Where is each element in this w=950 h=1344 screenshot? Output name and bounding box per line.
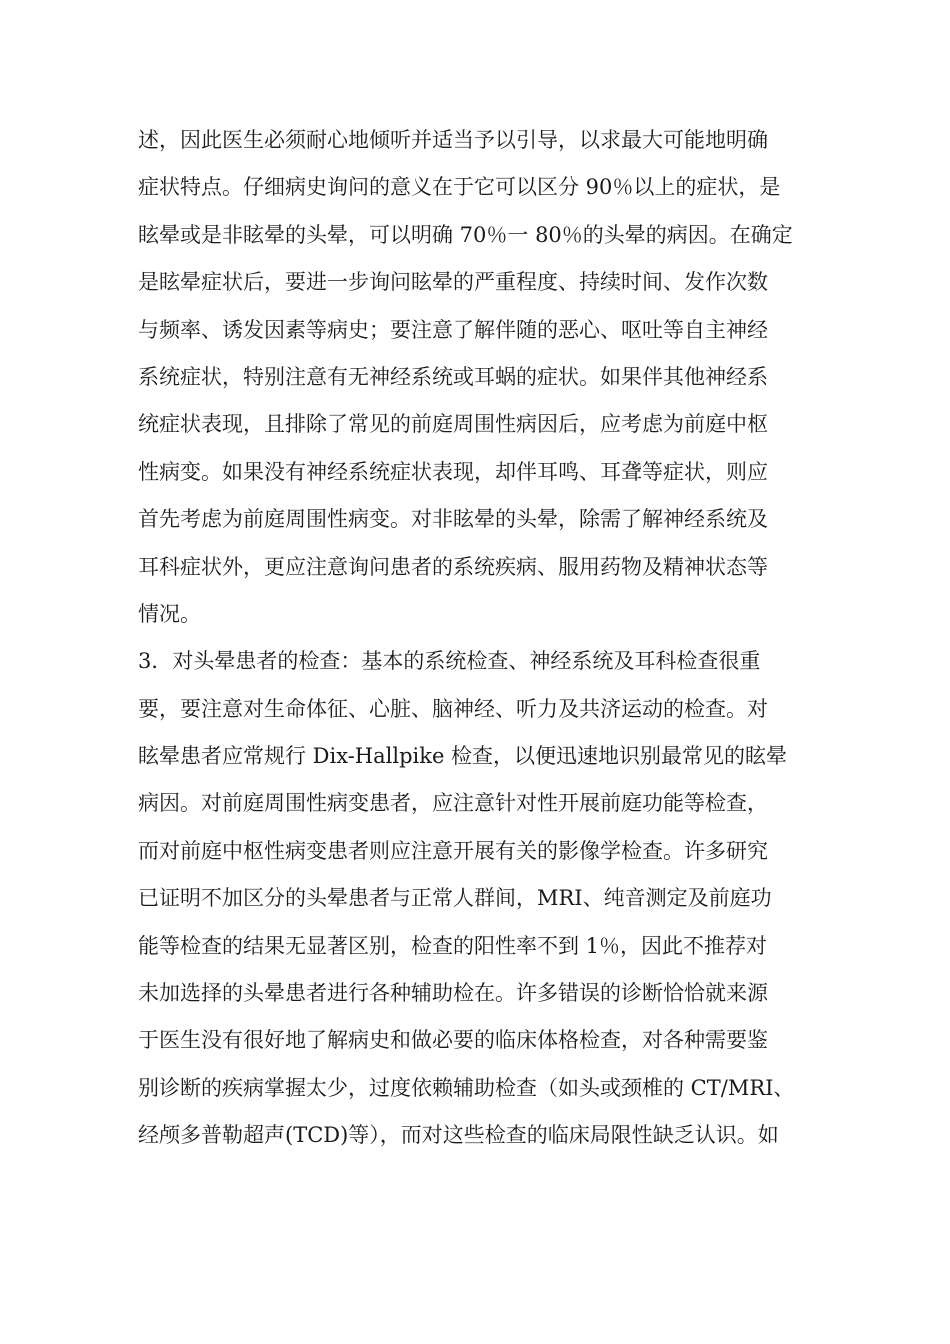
- text-line: 首先考虑为前庭周围性病变。对非眩晕的头晕，除需了解神经系统及: [138, 507, 768, 532]
- text-line: 未加选择的头晕患者进行各种辅助检在。许多错误的诊断恰恰就来源: [138, 981, 768, 1006]
- text-line: 性病变。如果没有神经系统症状表现，却伴耳鸣、耳聋等症状，则应: [138, 459, 768, 484]
- text-line: 系统症状，特别注意有无神经系统或耳蜗的症状。如果伴其他神经系: [138, 364, 768, 389]
- text-line: 述，因此医生必须耐心地倾听并适当予以引导，以求最大可能地明确: [138, 128, 768, 152]
- text-line: 别诊断的疾病掌握太少，过度依赖辅助检查（如头或颈椎的 CT/MRI、: [138, 1075, 795, 1100]
- text-line: 统症状表现，且排除了常见的前庭周围性病因后，应考虑为前庭中枢: [138, 412, 768, 437]
- text-line: 已证明不加区分的头晕患者与正常人群间，MRI、纯音测定及前庭功: [138, 886, 772, 911]
- text-line: 情况。: [138, 601, 201, 626]
- text-line: 耳科症状外，更应注意询问患者的系统疾病、服用药物及精神状态等: [138, 554, 768, 579]
- text-line: 与频率、诱发因素等病史；要注意了解伴随的恶心、呕吐等自主神经: [138, 317, 768, 342]
- section-heading-line: 3．对头晕患者的检查：基本的系统检查、神经系统及耳科检查很重: [138, 649, 761, 674]
- text-line: 症状特点。仔细病史询问的意义在于它可以区分 90％以上的症状，是: [138, 175, 781, 200]
- body-text: [138, 117, 828, 1160]
- text-line: 于医生没有很好地了解病史和做必要的临床体格检查，对各种需要鉴: [138, 1028, 768, 1053]
- text-line: 眩晕或是非眩晕的头晕，可以明确 70％一 80％的头晕的病因。在确定: [138, 222, 793, 247]
- text-line: 经颅多普勒超声(TCD)等），而对这些检查的临床局限性缺乏认识。如: [138, 1123, 779, 1148]
- text-line: 眩晕患者应常规行 Dix-Hallpike 检查，以便迅速地识别最常见的眩晕: [138, 744, 788, 769]
- text-line: 而对前庭中枢性病变患者则应注意开展有关的影像学检查。许多研究: [138, 838, 768, 863]
- text-line: 病因。对前庭周围性病变患者，应注意针对性开展前庭功能等检查，: [138, 791, 768, 816]
- text-line: 是眩晕症状后，要进一步询问眩晕的严重程度、持续时间、发作次数: [138, 270, 768, 295]
- text-line: 要，要注意对生命体征、心脏、脑神经、听力及共济运动的检查。对: [138, 696, 768, 721]
- text-line: 能等检查的结果无显著区别，检查的阳性率不到 1％，因此不推荐对: [138, 933, 768, 958]
